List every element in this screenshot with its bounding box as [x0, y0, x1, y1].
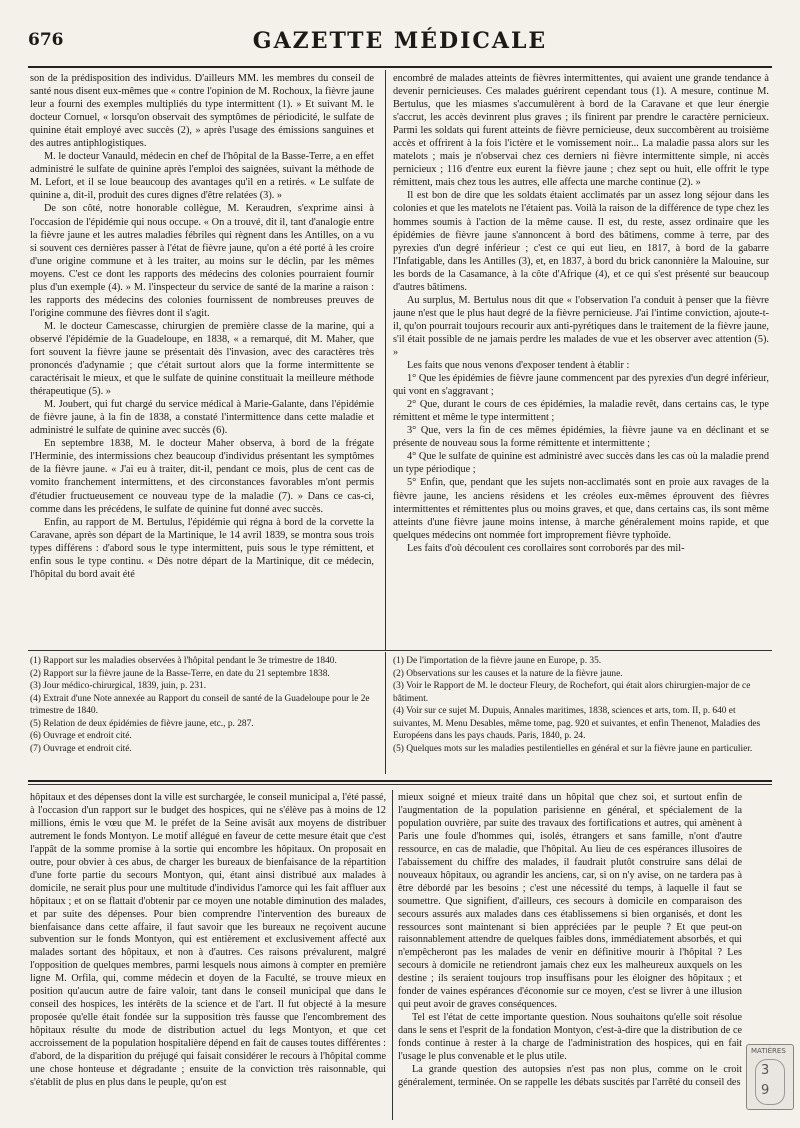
page-number: 676: [28, 30, 64, 50]
footnote: (2) Rapport sur la fièvre jaune de la Basse-Terre, en date du 21 septembre 1838.: [30, 668, 330, 679]
footnote: (2) Observations sur les causes et la nature de la fièvre jaune.: [393, 668, 623, 679]
paragraph: 2° Que, durant le cours de ces épidémies, la maladie revêt, dans certains cas, le type rémittent et même le type intermittent ;: [393, 399, 769, 424]
paragraph: Les faits d'où découlent ces corollaires sont corroborés par des mil-: [407, 542, 685, 554]
stamp-digit-top: 3: [761, 1063, 770, 1078]
footnote: (7) Ouvrage et endroit cité.: [30, 743, 132, 754]
header-rule: [28, 66, 772, 68]
paragraph: De son côté, notre honorable collègue, M. Keraudren, s'exprime ainsi à l'occasion de l'épidémie qui nous occupe. « On a trouvé, dit il, tant d'analogie entre la fièvre jaune et les autres maladies fébriles qui règnent dans les Antilles, on a vu si souvent ces dernières passer à l'état de fièvre jaune, qu'on a été porté à les croire d'une origine commune et à les traiter, au moins sur le déclin, par les mêmes moyens. C'est ce dont les rapports des médecins des colonies pourraient fournir plus d'un exemple (4). » M. l'inspecteur du service de santé de la marine a raison : les rapports des médecins des colonies fournissent de nombreuses preuves de l'origine commune des fièvres dont il s'agit.: [30, 203, 374, 319]
stamp-circle-icon: [755, 1059, 785, 1105]
paragraph: son de la prédisposition des individus. D'ailleurs MM. les membres du conseil de santé nous disent eux-mêmes que « contre l'opinion de M. Rochoux, la fièvre jaune leur a fourni des exemples multipliés du type intermittent (1). » Et suivant M. le docteur Cornuel, « lorsqu'on observait des symptômes de périodicité, le sulfate de quinine était employé avec succès (2), » après l'usage des émissions sanguines et des autres antiphlogistiques.: [30, 73, 374, 150]
paragraph: 4° Que le sulfate de quinine est administré avec succès dans les cas où la maladie prend un type périodique ;: [393, 451, 769, 476]
paragraph: La grande question des autopsies n'est pas non plus, comme on le croit généralement, terminée. On se rappelle les débats suscités par l'arrêté du conseil des: [398, 1064, 742, 1088]
footnotes-left: [30, 655, 378, 773]
paragraph: M. le docteur Vanauld, médecin en chef de l'hôpital de la Basse-Terre, a en effet administré le sulfate de quinine après l'emploi des saignées, suivant la méthode de M. Lefort, et il se loue beaucoup des avantages qu'il en a retirés. « Le sulfate de quinine a, dit-il, produit des cures dignes d'être relatées (3). »: [30, 151, 374, 202]
paragraph: Au surplus, M. Bertulus nous dit que « l'observation l'a conduit à penser que la fièvre jaune n'est que le plus haut degré de la fièvre pernicieuse. J'ai l'intime conviction, ajoute-t-il, qu'on pourrait toujours recourir aux anti-pyrétiques dans le traitement de la fièvre jaune, s'il était possible de ne jamais perdre les malades de vue et les observer avec attention (5). »: [393, 294, 769, 358]
column-divider: [385, 70, 386, 650]
masthead-title: GAZETTE MÉDICALE: [252, 28, 548, 54]
paragraph: encombré de malades atteints de fièvres intermittentes, qui avaient une grande tendance à devenir pernicieuses. Ces malades guérirent cependant tous (1). A mesure, continue M. Bertulus, que les miasmes s'accumulèrent à bord de la Caravane et que leur énergie s'accrut, les accès devinrent plus graves ; ils finirent par prendre le caractère pernicieux. Parmi les soldats qui furent atteints de fièvre pernicieuse, deux succombèrent au troisième accès et offrirent à la fois l'ictère et le vomissement noir... La maladie passa alors sur les matelots ; mais je n'observai chez ces derniers ni fièvre intermittente simple, ni accès pernicieux ; 116 d'entre eux eurent la fièvre jaune ; chez sept ou huit, elle offrit le type rémittent, mais chez tous les autres, elle affecta une marche continue (2). »: [393, 73, 769, 189]
stamp-label: MATIÈRES: [751, 1047, 786, 1055]
paragraph: Il est bon de dire que les soldats étaient acclimatés par un assez long séjour dans les colonies et que les matelots ne l'étaient pas. Voilà la raison de la différence de type chez les hommes soumis à l'action de la même cause. Il est, du reste, assez ordinaire que les épidémies de fièvre jaune s'annoncent à bord des bâtimens, comme à terre, par des pyrexies d'un degré inférieur ; c'est ce qui eut lieu, en 1817, à bord de la gabarre l'Infatigable, dans les Antilles (3), et, en 1837, à bord du brick canonnière la Malouine, sur les bords de la Casamance, à la côte d'Afrique (4), et ce qui s'est présenté sur beaucoup d'autres bâtimens.: [393, 190, 769, 293]
footnote: (4) Extrait d'une Note annexée au Rapport du conseil de santé de la Guadeloupe pour le 2e trimestre de 1840.: [30, 693, 370, 716]
paragraph: hôpitaux et des dépenses dont la ville est surchargée, le conseil municipal a, l'été passé, à l'occasion d'un rapport sur le budget des hospices, qui ne s'élève pas à moins de 12 millions, émis le vœu que M. le préfet de la Seine avisât aux moyens de distribuer autrement le fonds Montyon. Le motif allégué en faveur de cette mesure était que c'est l'appât de la somme promise à la sortie qui encombre les hôpitaux. On proposait en outre, pour obvier à ces abus, de charger les bureaux de bienfaisance de la répartition d'une forte partie du secours Montyon, qui, étant ainsi distribué aux malades à domicile, ne serait plus pour une multitude d'individus l'amorce qui les fait affluer aux hôpitaux ; et on se flattait d'obtenir par ce moyen une notable diminution des malades, et par suite des dépenses. Pour bien comprendre l'intervention des bureaux de bienfaisance dans cette affaire, il faut savoir que les bureaux ne reçoivent aucune subvention sur le fonds Montyon, qui est entièrement et exclusivement affecté aux malades sortant des hôpitaux, et non à d'autres. Ces raisons prévalurent, malgré l'opposition de quelques membres, parmi lesquels nous aimons à compter en première ligne M. Orfila, qui, comme médecin et doyen de la Faculté, se trouve mieux en position qu'aucun autre de faire valoir, tant dans le conseil municipal que dans le conseil des hospices, les intérêts de la science et de l'art. Il fut objecté à la mesure proposée qu'elle était fondée sur la supposition très fausse que l'encombrement des hôpitaux résulte du mode de distribution actuel du legs Montyon, et que cet accroissement de la population hospitalière dépend en fait de causes toutes différentes : d'abord, de la disparition du préjugé qui faisait considérer le recours à l'hôpital comme une chose honteuse et dégradante ; ensuite de la conviction très raisonnable, qui s'établit de plus en plus dans le peuple, qu'on est: [30, 792, 386, 1088]
upper-left-column: [30, 72, 374, 645]
paragraph: 3° Que, vers la fin de ces mêmes épidémies, la fièvre jaune va en déclinant et se présente de nouveau sous la forme rémittente et intermittente ;: [393, 425, 769, 450]
footnote-rule: [28, 650, 772, 651]
stamp-digit-bottom: 9: [761, 1083, 770, 1098]
footnote: (3) Jour médico-chirurgical, 1839, juin, p. 231.: [30, 681, 207, 691]
library-stamp: [746, 1044, 794, 1110]
section-rule-top: [28, 780, 772, 782]
paragraph: M. le docteur Camescasse, chirurgien de première classe de la marine, qui a observé l'épidémie de la Guadeloupe, en 1838, « a remarqué, dit M. Maher, que fort souvent la fièvre jaune se présentait dès l'invasion, avec des caractères très prononcés d'adynamie ; que c'était surtout alors que la forme intermittente se caractérisait le mieux, et que le sulfate de quinine constituait la meilleure méthode thérapeutique (5). »: [30, 320, 374, 398]
page-header: [28, 30, 772, 60]
footnote: (4) Voir sur ce sujet M. Dupuis, Annales maritimes, 1838, sciences et arts, tom. II, p. 640 et suivantes, M. Menu Desables, même tome, pag. 920 et suivantes, et enfin Thenenot, Maladies des Européens dans les pays chauds. Paris, 1840, p. 24.: [393, 706, 761, 741]
footnote: (1) De l'importation de la fièvre jaune en Europe, p. 35.: [393, 656, 602, 666]
upper-right-column: [393, 72, 769, 645]
section-rule-bottom: [28, 784, 772, 785]
footnote: (1) Rapport sur les maladies observées à l'hôpital pendant le 3e trimestre de 1840.: [30, 656, 337, 666]
footnote-divider: [385, 652, 386, 774]
lower-right-column: [398, 792, 742, 1118]
footnote: (6) Ouvrage et endroit cité.: [30, 731, 132, 741]
footnote: (5) Quelques mots sur les maladies pestilentielles en général et sur la fièvre jaune en particulier.: [393, 743, 753, 754]
footnote: (5) Relation de deux épidémies de fièvre jaune, etc., p. 287.: [30, 718, 254, 729]
footnotes-right: [393, 655, 769, 773]
paragraph: 5° Enfin, que, pendant que les sujets non-acclimatés sont en proie aux ravages de la fièvre jaune, les anciens résidens et les créoles eux-mêmes éprouvent des fièvres intermittentes et rémittentes plus ou moins graves, et que, dans certains cas, ils sont même atteints d'une fièvre jaune moins intense, à marche généralement moins rapide, et que quelques médecins ont nommée fort improprement fièvre typhoïde.: [393, 477, 769, 541]
paragraph: Les faits que nous venons d'exposer tendent à établir :: [407, 360, 630, 372]
footnote: (3) Voir le Rapport de M. le docteur Fleury, de Rochefort, qui était alors chirurgien-major de ce bâtiment.: [393, 681, 751, 704]
paragraph: M. Joubert, qui fut chargé du service médical à Marie-Galante, dans l'épidémie de fièvre jaune, à la fin de 1838, a constaté l'intermittence dans cette maladie et administré le sulfate de quinine avec succès (6).: [30, 399, 374, 437]
lower-column-divider: [392, 790, 393, 1120]
paragraph: mieux soigné et mieux traité dans un hôpital que chez soi, et surtout enfin de l'augmentation de la population parisienne en général, et spécialement de la population ouvrière, par suite des travaux des fortifications et autres, qui amènent à Paris une foule d'hommes qui, isolés, étrangers et sans famille, n'ont d'autre ressource, en cas de maladie, que l'hôpital. Au lieu de ces espérances illusoires de l'abaissement du chiffre des malades, il faudrait plutôt construire sans délai de nouveaux hôpitaux, ou agrandir les anciens, car, si on n'y avise, on ne tardera pas à être débordé par les besoins ; c'est une nécessité du temps, à laquelle il faut se soumettre. Que signifient, d'ailleurs, ces secours à domicile en comparaison des secours assurés aux malades dans ces établissemens si bien organisés, et dont les ressources sont maintenant si bien appréciées par le peuple ? Et que peut-on raisonnablement attendre de quelques faibles dons, immédiatement absorbés, et qui n'empêcheront pas les malades de venir en définitive mourir à l'hôpital ? Les secours à domicile ne retiendront jamais chez eux les malheureux auxquels on les destine ; ils seraient toujours trop insuffisans pour les éloigner des hôpitaux ; et fonder de vaines espérances d'économie sur ce moyen, c'est se livrer à une illusion qui peut avoir de graves conséquences.: [398, 792, 742, 1011]
lower-left-column: [30, 792, 386, 1118]
paragraph: 1° Que les épidémies de fièvre jaune commencent par des pyrexies d'un degré inférieur, qui vont en s'aggravant ;: [393, 373, 769, 398]
paragraph: En septembre 1838, M. le docteur Maher observa, à bord de la frégate l'Herminie, des intermissions chez beaucoup d'individus présentant les symptômes de la fièvre jaune. « J'ai eu à traiter, dit-il, pendant ce mois, plus de cent cas de vomito franchement intermittens, et des circonstances favorables m'ont permis d'étudier fructueusement ce nouveau type de la maladie (7). » Dans ce cas-ci, comme dans les précédens, le sulfate de quinine fut donné avec succès.: [30, 438, 374, 515]
paragraph: Tel est l'état de cette importante question. Nous souhaitons qu'elle soit résolue dans le sens et l'esprit de la fondation Montyon, c'est-à-dire que la distribution de ce fonds continue à rester à la charge de l'administration des hospices, qui en fait l'usage le plus convenable et le plus utile.: [398, 1012, 742, 1063]
paragraph: Enfin, au rapport de M. Bertulus, l'épidémie qui régna à bord de la corvette la Caravane, après son départ de la Martinique, le 14 avril 1839, se montra sous trois types différens : d'abord sous le type intermittent, puis sous le type rémittent, et enfin sous le type continu. « Dès notre départ de la Martinique, dit ce médecin, l'hôpital du bord avait été: [30, 516, 374, 580]
